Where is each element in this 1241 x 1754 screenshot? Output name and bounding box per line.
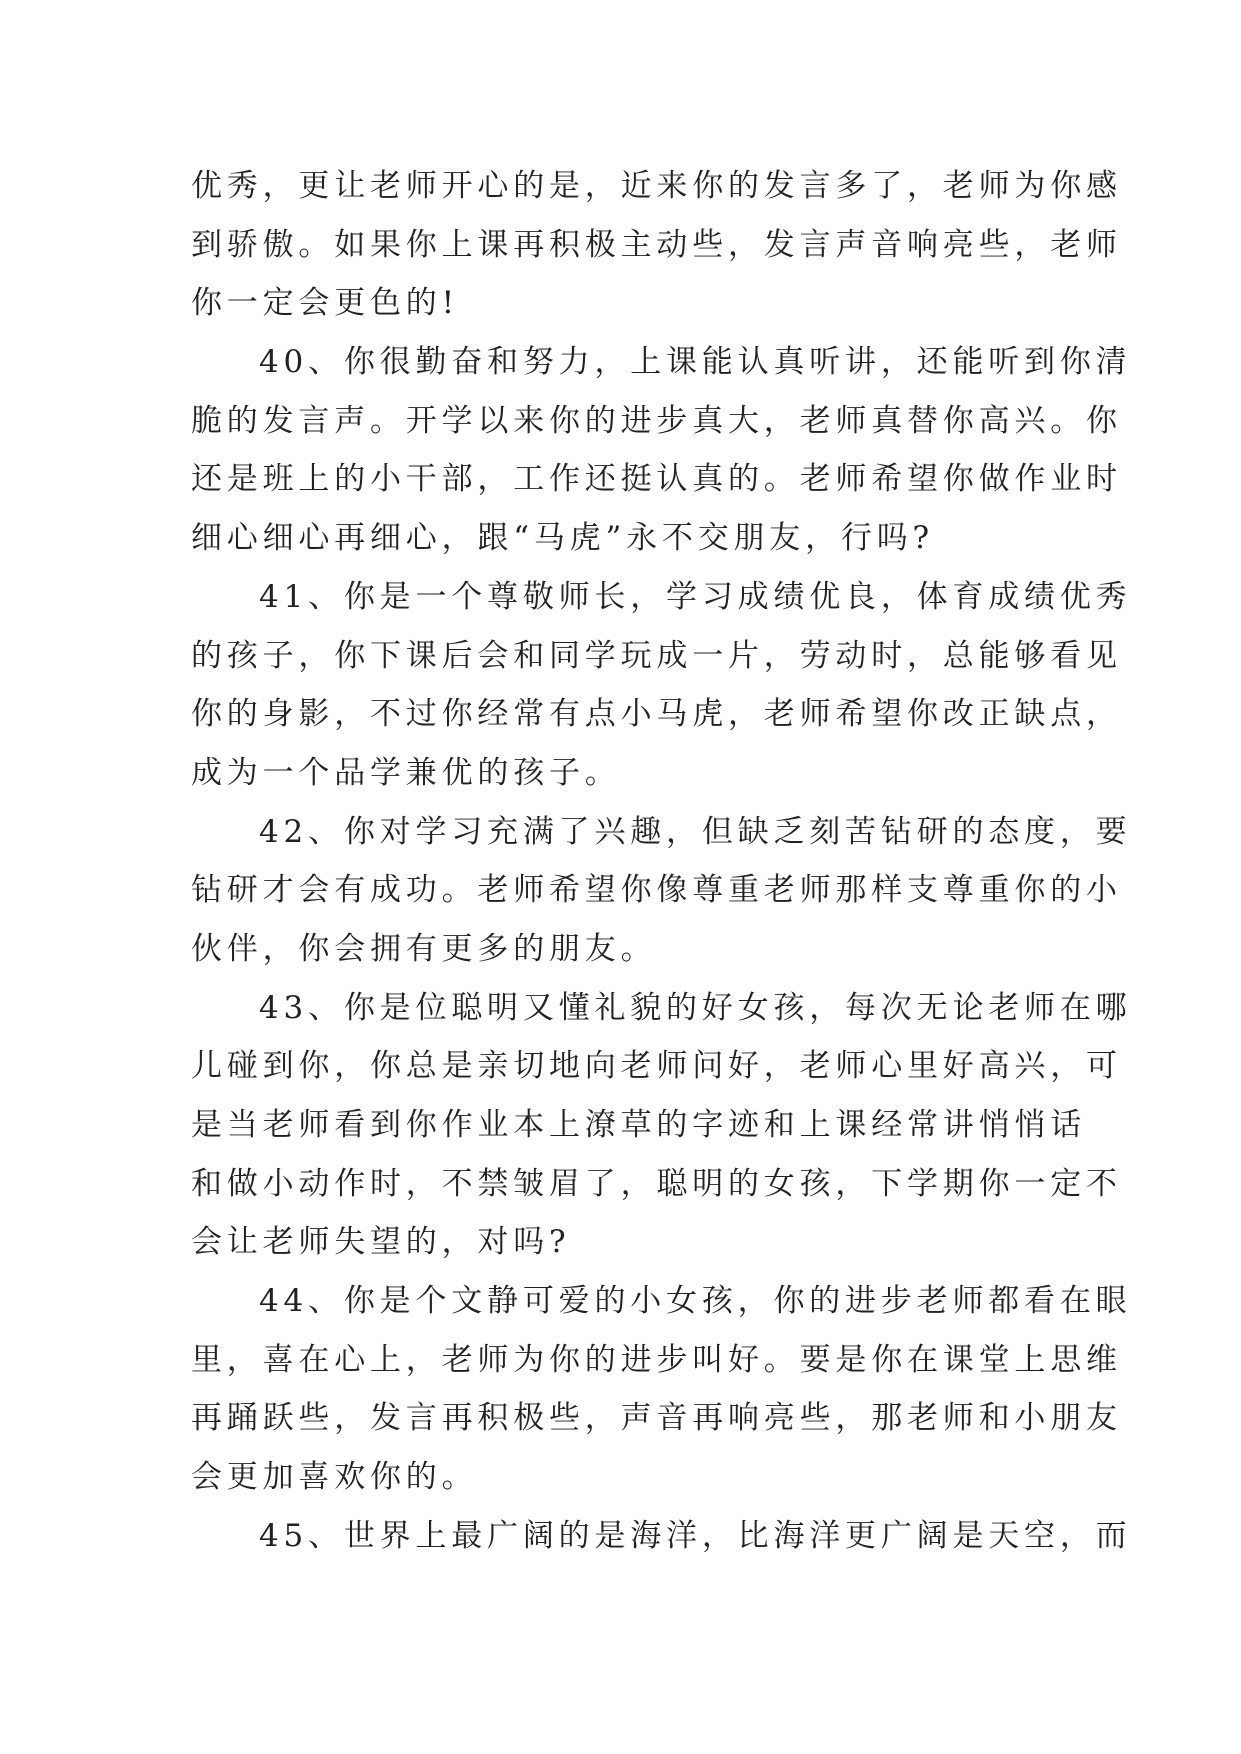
text-line: 45、世界上最广阔的是海洋，比海洋更广阔是天空，而	[259, 1517, 1132, 1554]
body-text	[191, 157, 1132, 1566]
text-line: 儿碰到你，你总是亲切地向老师问好，老师心里好高兴，可	[191, 1048, 1122, 1085]
text-line: 成为一个品学兼优的孩子。	[191, 754, 621, 791]
text-line: 到骄傲。如果你上课再积极主动些，发言声音响亮些，老师	[191, 226, 1122, 263]
text-line: 优秀，更让老师开心的是，近来你的发言多了，老师为你感	[191, 168, 1122, 204]
text-line: 是当老师看到你作业本上潦草的字迹和上课经常讲悄悄话	[191, 1107, 1086, 1143]
text-line: 伙伴，你会拥有更多的朋友。	[191, 930, 657, 967]
text-line: 钻研才会有成功。老师希望你像尊重老师那样支尊重你的小	[191, 872, 1122, 909]
text-line: 细心细心再细心，跟“马虎”永不交朋友，行吗?	[191, 520, 934, 557]
text-line: 里，喜在心上，老师为你的进步叫好。要是你在课堂上思维	[191, 1341, 1122, 1378]
text-line: 你的身影，不过你经常有点小马虎，老师希望你改正缺点，	[191, 696, 1122, 733]
text-line: 40、你很勤奋和努力，上课能认真听讲，还能听到你清	[259, 344, 1132, 381]
text-line: 会让老师失望的，对吗?	[191, 1224, 571, 1261]
text-line: 的孩子，你下课后会和同学玩成一片，劳动时，总能够看见	[191, 637, 1122, 674]
text-line: 还是班上的小干部，工作还挺认真的。老师希望你做作业时	[191, 461, 1122, 498]
text-line: 43、你是位聪明又懂礼貌的好女孩，每次无论老师在哪	[259, 989, 1132, 1026]
text-line: 再踊跃些，发言再积极些，声音再响亮些，那老师和小朋友	[191, 1400, 1122, 1437]
text-line: 你一定会更色的!	[191, 285, 459, 322]
text-line: 和做小动作时，不禁皱眉了，聪明的女孩，下学期你一定不	[191, 1165, 1122, 1202]
text-line: 脆的发言声。开学以来你的进步真大，老师真替你高兴。你	[191, 402, 1122, 439]
text-line: 42、你对学习充满了兴趣，但缺乏刻苦钻研的态度，要	[259, 813, 1132, 850]
text-line: 会更加喜欢你的。	[191, 1459, 478, 1496]
text-line: 44、你是个文静可爱的小女孩，你的进步老师都看在眼	[259, 1283, 1132, 1320]
text-line: 41、你是一个尊敬师长，学习成绩优良，体育成绩优秀	[259, 578, 1132, 615]
